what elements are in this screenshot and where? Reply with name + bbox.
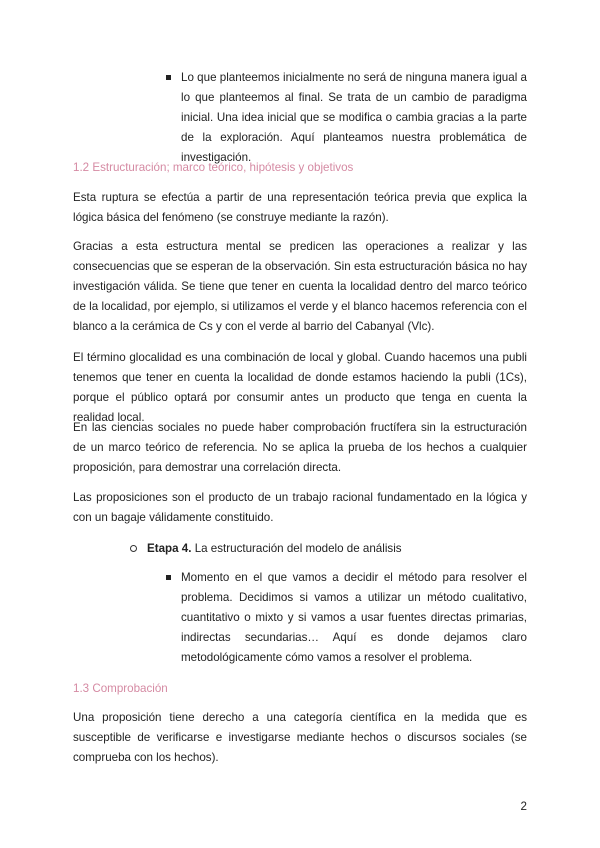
section-heading-1-2: 1.2 Estructuración; marco teórico, hipótesis y objetivos — [73, 161, 354, 174]
paragraph: El término glocalidad es una combinación de local y global. Cuando hacemos una publi tenemos que tener en cuenta la localidad de donde estamos haciendo la publi (1Cs), porque el público optará por consumir antes un producto que tenga en cuenta la realidad local. — [73, 351, 527, 424]
list-item — [166, 568, 527, 668]
circle-bullet-icon — [130, 545, 137, 552]
paragraph: Las proposiciones son el producto de un trabajo racional fundamentado en la lógica y con un bagaje válidamente constituido. — [73, 491, 527, 524]
page-number: 2 — [520, 800, 527, 813]
section-heading-1-3: 1.3 Comprobación — [73, 682, 168, 695]
square-bullet-icon — [166, 575, 171, 580]
stage-list-item — [130, 539, 527, 559]
paragraph: En las ciencias sociales no puede haber comprobación fructífera sin la estructuración de un marco teórico de referencia. No se aplica la prueba de los hechos a cualquier proposición, para demostrar una correlación directa. — [73, 421, 527, 474]
stage-line — [147, 539, 402, 559]
square-bullet-icon — [166, 75, 171, 80]
paragraph: Una proposición tiene derecho a una categoría científica en la medida que es susceptible de verificarse e investigarse mediante hechos o discursos sociales (se comprueba con los hechos). — [73, 711, 527, 764]
paragraph: Esta ruptura se efectúa a partir de una representación teórica previa que explica la lógica básica del fenómeno (se construye mediante la razón). — [73, 191, 527, 224]
stage-label: Etapa 4. — [147, 542, 192, 555]
bullet-text: Momento en el que vamos a decidir el método para resolver el problema. Decidimos si vamos a utilizar un método cualitativo, cuantitativo o mixto y si vamos a usar fuentes directas primarias, indirectas secundarias… Aquí es donde dejamos claro metodológicamente cómo vamos a resolver el problema. — [181, 571, 527, 664]
bullet-text: Lo que planteemos inicialmente no será de ninguna manera igual a lo que planteemos al final. Se trata de un cambio de paradigma inicial. Una idea inicial que se modifica o cambia gracias a la parte de la exploración. Aquí planteamos nuestra problemática de investigación. — [181, 71, 527, 164]
stage-text: La estructuración del modelo de análisis — [191, 542, 402, 555]
list-item — [166, 68, 527, 168]
paragraph: Gracias a esta estructura mental se predicen las operaciones a realizar y las consecuencias que se esperan de la observación. Sin esta estructuración básica no hay investigación válida. Se tiene que tener en cuenta la localidad dentro del marco teórico de la localidad, por ejemplo, si utilizamos el verde y el blanco hacemos referencia con el blanco a la cerámica de Cs y con el verde al barrio del Cabanyal (Vlc). — [73, 240, 527, 333]
